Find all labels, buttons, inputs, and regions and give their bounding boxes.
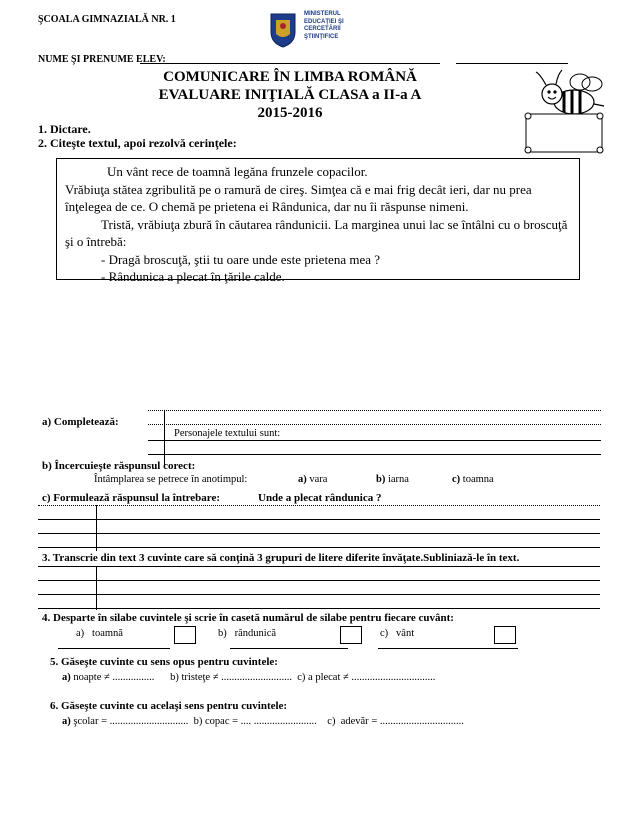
margin-line (96, 566, 97, 610)
ministry-line: EDUCAŢIEI ŞI (304, 18, 344, 25)
scroll-icon (522, 112, 606, 154)
synonym-row (62, 716, 464, 727)
synonym-a[interactable]: a) şcolar = .............................. (62, 716, 189, 727)
student-name-line[interactable] (140, 63, 440, 64)
ministry-logo (268, 8, 378, 50)
syllable-line-a[interactable] (58, 648, 170, 649)
ministry-line: MINISTERUL (304, 11, 341, 17)
task-2: 2. Citeşte textul, apoi rezolvă cerinţele: (38, 136, 237, 150)
student-name-line-2[interactable] (456, 63, 568, 64)
task-5: 5. Găseşte cuvinte cu sens opus pentru cuvintele: (50, 656, 278, 668)
task-4: 4. Desparte în silabe cuvintele şi scrie în casetă numărul de silabe pentru fiecare cuvânt: (42, 612, 454, 624)
syllable-word-a: a) toamnă (76, 628, 123, 639)
syllable-count-box-c[interactable] (494, 626, 516, 644)
answer-line[interactable] (38, 547, 600, 548)
title-subject: COMUNICARE ÎN LIMBA ROMÂNĂ (163, 69, 417, 85)
synonym-b[interactable]: b) copac = .... ........................ (193, 716, 317, 727)
student-name-label: NUME ŞI PRENUME ELEV: (38, 54, 166, 65)
answer-line[interactable] (148, 454, 601, 455)
answer-line[interactable] (148, 440, 601, 441)
ministry-line: ŞTIINŢIFICE (304, 33, 339, 40)
margin-line (96, 505, 97, 551)
task-b-prompt: Întâmplarea se petrece în anotimpul: (94, 474, 248, 485)
task-1: 1. Dictare. (38, 122, 91, 136)
school-name: ŞCOALA GIMNAZIALĂ NR. 1 (38, 14, 176, 25)
answer-line[interactable] (38, 608, 600, 609)
answer-line[interactable] (148, 424, 601, 425)
answer-line[interactable] (38, 594, 600, 595)
syllable-count-box-a[interactable] (174, 626, 196, 644)
answer-line[interactable] (38, 519, 600, 520)
reading-paragraph: Vrăbiuţa stătea zgribulită pe o ramură de cireş. Simţea că e mai frig decât ieri, dar nu prea înţelegea de ce. O chemă pe prietena ei Rândunica, dar nu îi răspunse nimeni. (65, 181, 532, 214)
task-a-label: a) Completează: (42, 416, 119, 428)
option-c[interactable]: c) toamna (452, 474, 494, 485)
syllable-count-box-b[interactable] (340, 626, 362, 644)
title-evaluation: EVALUARE INIŢIALĂ CLASA a II-a A (158, 87, 422, 103)
task-b-label: b) Încercuieşte răspunsul corect: (42, 460, 196, 472)
ministry-line: CERCETĂRII (304, 26, 341, 32)
title-year: 2015-2016 (257, 105, 323, 121)
answer-line[interactable] (38, 505, 600, 506)
answer-line[interactable] (38, 533, 600, 534)
antonym-a[interactable]: a) noapte ≠ ................ (62, 672, 155, 683)
option-b[interactable]: b) iarna (376, 474, 409, 485)
reading-dialogue: - Rândunica a plecat în ţările calde. (101, 269, 285, 284)
task-c-label: c) Formulează răspunsul la întrebare: (42, 492, 221, 504)
margin-line (164, 410, 165, 466)
task-6: 6. Găseşte cuvinte cu acelaşi sens pentru cuvintele: (50, 700, 288, 712)
synonym-c[interactable]: c) adevăr = ................................ (327, 716, 464, 727)
syllable-word-b: b) rândunică (218, 628, 277, 639)
task-c-question: Unde a plecat rândunica ? (258, 492, 382, 504)
answer-line[interactable] (148, 410, 601, 411)
antonym-c[interactable]: c) a plecat ≠ ................................ (297, 672, 436, 683)
task-a-prompt: Personajele textului sunt: (174, 428, 281, 439)
reading-dialogue: - Dragă broscuţă, ştii tu oare unde este prietena mea ? (101, 251, 381, 267)
syllable-line-b[interactable] (230, 648, 348, 649)
grade-box[interactable] (522, 112, 606, 154)
coat-of-arms-icon (268, 10, 298, 48)
answer-line[interactable] (38, 566, 600, 567)
reading-text-box (56, 158, 580, 284)
task-3: 3. Transcrie din text 3 cuvinte care să conţină 3 grupuri de litere diferite învăţate.Subliniază-le în text. (42, 552, 520, 564)
antonym-row (62, 672, 435, 683)
antonym-b[interactable]: b) tristeţe ≠ ........................... (170, 672, 292, 683)
syllable-word-c: c) vânt (380, 628, 415, 639)
reading-paragraph: Un vânt rece de toamnă legăna frunzele copacilor. (107, 164, 368, 179)
option-a[interactable]: a) vara (298, 474, 328, 485)
syllable-line-c[interactable] (378, 648, 518, 649)
reading-paragraph: Tristă, vrăbiuţa zbură în căutarea rândunicii. La marginea unui lac se întâlni cu o broscuţă şi o întrebă: (65, 216, 568, 249)
answer-line[interactable] (38, 580, 600, 581)
